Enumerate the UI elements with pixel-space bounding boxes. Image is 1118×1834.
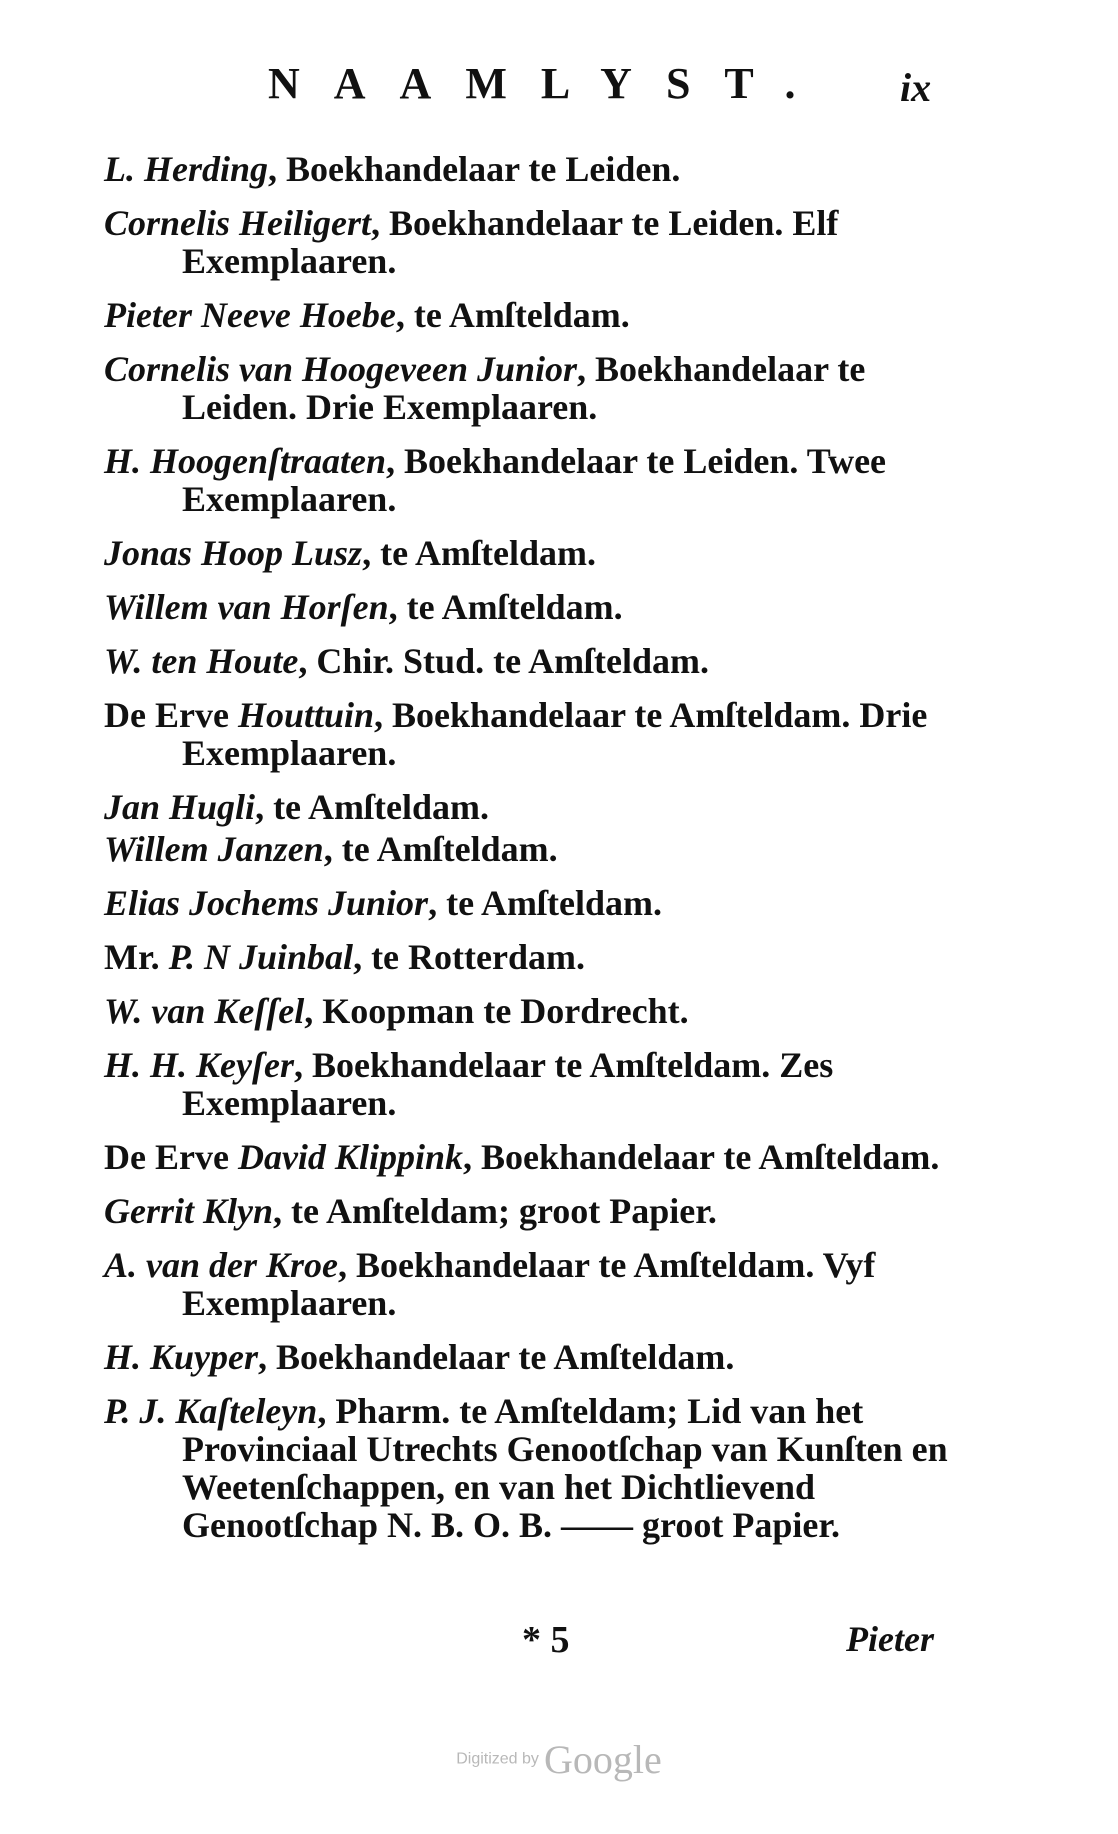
subscriber-entry bbox=[104, 442, 956, 518]
subscriber-details: , te Amſteldam. bbox=[362, 533, 597, 573]
subscriber-name: H. Kuyper bbox=[104, 1337, 259, 1377]
subscriber-entry bbox=[104, 1246, 956, 1322]
subscriber-details: , Boekhandelaar te Amſteldam. Zes Exemplaaren. bbox=[182, 1045, 834, 1123]
catchword: Pieter bbox=[846, 1619, 934, 1659]
subscriber-details: , Chir. Stud. te Amſteldam. bbox=[298, 641, 710, 681]
subscriber-name: Gerrit Klyn bbox=[104, 1191, 274, 1231]
subscriber-name: Willem van Horſen bbox=[104, 587, 389, 627]
subscriber-name: Elias Jochems Junior bbox=[104, 883, 429, 923]
subscriber-name: Willem Janzen bbox=[104, 829, 324, 869]
subscriber-name: A. van der Kroe bbox=[104, 1245, 338, 1285]
subscriber-entry bbox=[104, 204, 956, 280]
subscriber-entry bbox=[104, 1138, 956, 1176]
watermark-prefix: Digitized by bbox=[456, 1750, 539, 1768]
subscriber-entry bbox=[104, 588, 956, 626]
subscriber-details: , Boekhandelaar te Amſteldam. Vyf Exemplaaren. bbox=[182, 1245, 876, 1323]
subscriber-details: , te Amſteldam. bbox=[428, 883, 663, 923]
subscriber-entry bbox=[104, 992, 956, 1030]
subscriber-details: , Boekhandelaar te Amſteldam. bbox=[462, 1137, 940, 1177]
subscriber-name: Cornelis van Hoogeveen Junior bbox=[104, 349, 578, 389]
subscriber-entry bbox=[104, 1192, 956, 1230]
subscriber-name: H. H. Keyſer bbox=[104, 1045, 294, 1085]
entry-prefix: De Erve bbox=[104, 695, 238, 735]
subscriber-name: P. J. Kaſteleyn bbox=[104, 1391, 318, 1431]
subscriber-entry bbox=[104, 788, 956, 826]
subscriber-entry bbox=[104, 1338, 956, 1376]
digitization-watermark bbox=[0, 1736, 1118, 1783]
subscriber-entry bbox=[104, 884, 956, 922]
subscriber-details: , Koopman te Dordrecht. bbox=[304, 991, 689, 1031]
subscriber-details: , Boekhandelaar te Leiden. Twee Exemplaaren. bbox=[182, 441, 887, 519]
signature-mark: * 5 bbox=[522, 1619, 570, 1661]
subscriber-entry bbox=[104, 1046, 956, 1122]
watermark-brand: Google bbox=[544, 1737, 662, 1782]
subscriber-name: Pieter Neeve Hoebe bbox=[104, 295, 396, 335]
page-number: ix bbox=[900, 65, 932, 110]
subscriber-details: , te Amſteldam. bbox=[323, 829, 558, 869]
subscriber-entry bbox=[104, 830, 956, 868]
subscriber-name: W. ten Houte bbox=[104, 641, 299, 681]
subscriber-entry bbox=[104, 938, 956, 976]
subscriber-details: , te Rotterdam. bbox=[353, 937, 585, 977]
subscriber-name: David Klippink bbox=[237, 1137, 463, 1177]
page-footer bbox=[0, 1618, 1118, 1668]
subscriber-name: Cornelis Heiligert bbox=[104, 203, 372, 243]
running-title: NAAMLYST. bbox=[268, 59, 830, 108]
subscriber-entry bbox=[104, 296, 956, 334]
subscriber-entry bbox=[104, 350, 956, 426]
subscriber-name: Jonas Hoop Lusz bbox=[104, 533, 363, 573]
subscriber-entry bbox=[104, 1392, 956, 1544]
subscriber-details: , Boekhandelaar te Leiden. Elf Exemplaaren. bbox=[182, 203, 839, 281]
subscriber-details: , Boekhandelaar te Amſteldam. bbox=[258, 1337, 735, 1377]
page-header bbox=[0, 58, 1118, 118]
entry-prefix: De Erve bbox=[104, 1137, 238, 1177]
subscriber-details: , te Amſteldam. bbox=[388, 587, 623, 627]
subscriber-name: W. van Keſſel bbox=[104, 991, 305, 1031]
subscriber-details: , Pharm. te Amſteldam; Lid van het Provinciaal Utrechts Genootſchap van Kunſten en Weetenſchappen, en van het Dichtlievend Genootſchap N. B. O. B. —— groot Papier. bbox=[182, 1391, 948, 1545]
subscriber-name: H. Hoogenſtraaten bbox=[104, 441, 387, 481]
subscriber-name: Jan Hugli bbox=[104, 787, 256, 827]
subscriber-entry bbox=[104, 534, 956, 572]
entry-prefix: Mr. bbox=[104, 937, 169, 977]
subscriber-details: , Boekhandelaar te Amſteldam. Drie Exemplaaren. bbox=[182, 695, 928, 773]
subscriber-details: , Boekhandelaar te Leiden. bbox=[268, 149, 681, 189]
subscriber-list bbox=[104, 150, 956, 1560]
subscriber-name: L. Herding bbox=[104, 149, 269, 189]
subscriber-entry bbox=[104, 696, 956, 772]
subscriber-details: , Boekhandelaar te Leiden. Drie Exemplaaren. bbox=[182, 349, 866, 427]
subscriber-details: , te Amſteldam. bbox=[395, 295, 630, 335]
subscriber-details: , te Amſteldam. bbox=[255, 787, 490, 827]
subscriber-details: , te Amſteldam; groot Papier. bbox=[273, 1191, 717, 1231]
subscriber-entry bbox=[104, 150, 956, 188]
subscriber-name: Houttuin bbox=[237, 695, 375, 735]
subscriber-name: P. N Juinbal bbox=[168, 937, 354, 977]
subscriber-entry bbox=[104, 642, 956, 680]
